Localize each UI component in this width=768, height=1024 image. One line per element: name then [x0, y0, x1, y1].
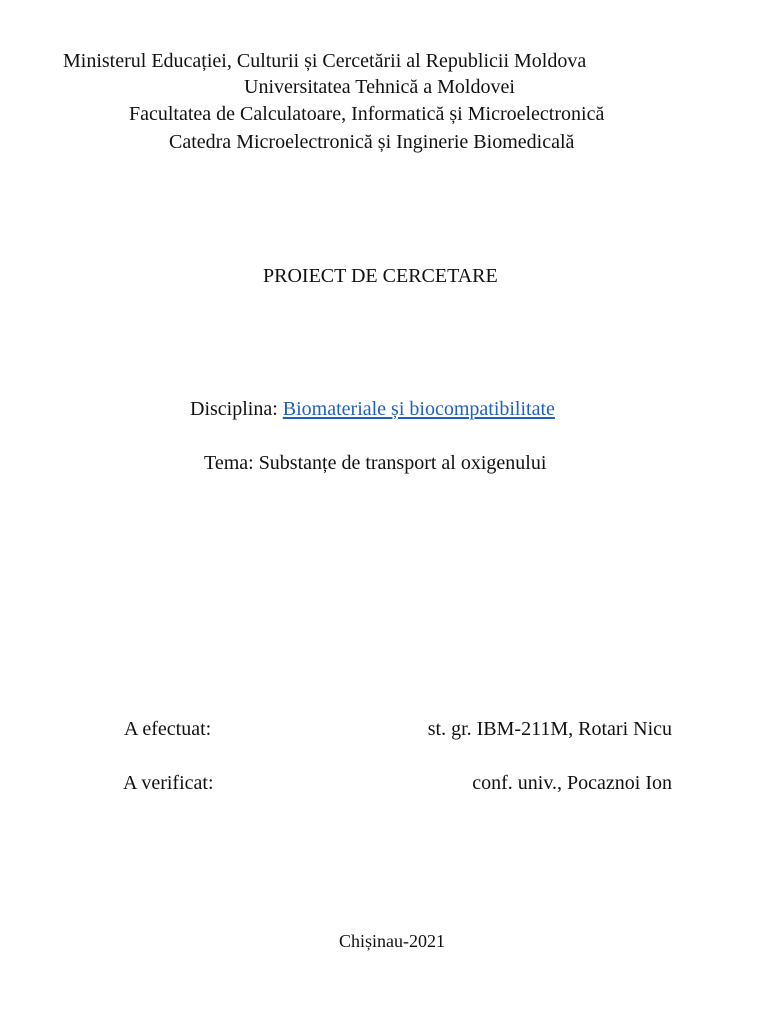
faculty-heading: Facultatea de Calculatoare, Informatică și Microelectronică [129, 103, 605, 125]
discipline-link[interactable]: Biomateriale și biocompatibilitate [282, 398, 555, 420]
discipline-label: Disciplina: [190, 398, 283, 420]
theme-line: Tema: Substanțe de transport al oxigenului [204, 452, 547, 474]
performed-by-value: st. gr. IBM-211M, Rotari Nicu [427, 718, 672, 740]
discipline-line [190, 397, 555, 421]
verified-by-value: conf. univ., Pocaznoi Ion [472, 772, 672, 794]
ministry-heading: Ministerul Educației, Culturii și Cercetării al Republicii Moldova [63, 50, 587, 72]
university-heading: Universitatea Tehnică a Moldovei [244, 76, 515, 98]
department-heading: Catedra Microelectronică și Inginerie Biomedicală [169, 131, 575, 153]
project-title: PROIECT DE CERCETARE [263, 265, 498, 287]
verified-by-label: A verificat: [123, 772, 214, 794]
performed-by-label: A efectuat: [124, 718, 212, 740]
city-year: Chișinau-2021 [339, 931, 445, 951]
